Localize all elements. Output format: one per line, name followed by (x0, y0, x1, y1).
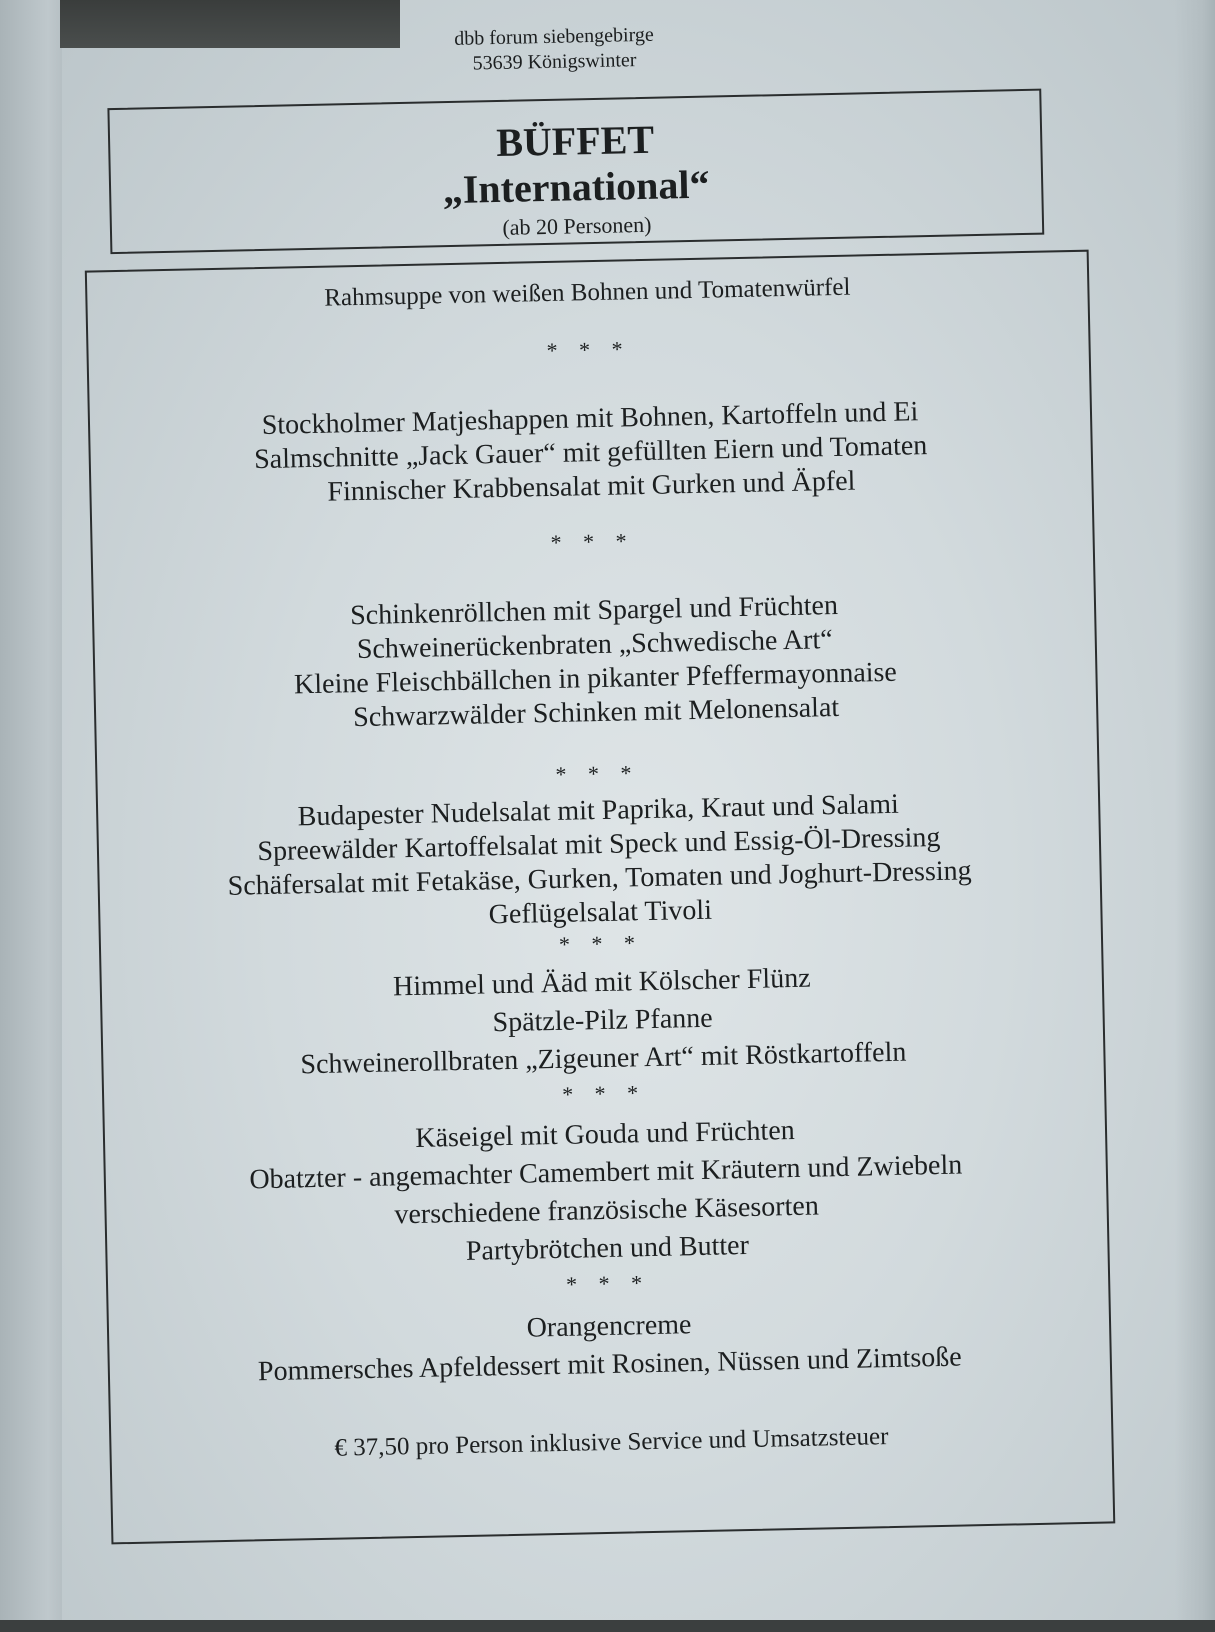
venue-name: dbb forum siebengebirge (454, 23, 655, 50)
price-line: € 37,50 pro Person inklusive Service und Umsatzsteuer (334, 1423, 889, 1462)
menu-item: Spreewälder Kartoffelsalat mit Speck und Essig-Öl-Dressing (257, 821, 941, 868)
menu-item: Obatzter - angemachter Camembert mit Kräutern und Zwiebeln (249, 1149, 963, 1196)
menu-item: Kleine Fleischbällchen in pikanter Pfeffermayonnaise (293, 656, 898, 701)
guest-minimum-note: (ab 20 Personen) (502, 211, 652, 240)
menu-item: Budapester Nudelsalat mit Paprika, Kraut und Salami (297, 788, 900, 833)
menu-content-box (85, 250, 1115, 1545)
course-separator: * * * (546, 336, 631, 364)
soup-item: Rahmsuppe von weißen Bohnen und Tomatenwürfel (324, 273, 851, 312)
menu-item: Schweinerollbraten „Zigeuner Art“ mit Röstkartoffeln (300, 1036, 907, 1081)
menu-item: Schweinerückenbraten „Schwedische Art“ (356, 624, 833, 666)
menu-subtitle: „International“ (442, 161, 710, 213)
menu-item: Stockholmer Matjeshappen mit Bohnen, Kartoffeln und Ei (261, 396, 919, 441)
menu-item: Salmschnitte „Jack Gauer“ mit gefüllten Eiern und Tomaten (253, 430, 928, 476)
menu-item: Spätzle-Pilz Pfanne (492, 1002, 713, 1039)
course-separator: * * * (565, 1270, 651, 1297)
menu-item: Schinkenröllchen mit Spargel und Früchten (349, 589, 839, 632)
course-separator: * * * (561, 1080, 647, 1107)
menu-item: Schäfersalat mit Fetakäse, Gurken, Tomaten und Joghurt-Dressing (227, 855, 972, 902)
venue-postal: 53639 Königswinter (472, 49, 637, 75)
menu-item: Geflügelsalat Tivoli (488, 894, 713, 931)
menu-item: verschiedene französische Käsesorten (394, 1190, 820, 1231)
menu-title: BÜFFET (495, 116, 655, 166)
menu-item: Orangencreme (526, 1309, 692, 1344)
menu-item: Pommersches Apfeldessert mit Rosinen, Nüssen und Zimtsoße (257, 1341, 962, 1388)
course-separator: * * * (558, 930, 644, 957)
menu-item: Käseigel mit Gouda und Früchten (414, 1114, 796, 1154)
menu-item: Partybrötchen und Butter (465, 1229, 750, 1267)
menu-item: Schwarzwälder Schinken mit Melonensalat (352, 691, 840, 734)
venue-address (364, 21, 745, 79)
title-box (107, 89, 1044, 255)
course-separator: * * * (555, 760, 640, 787)
course-separator: * * * (550, 528, 635, 555)
menu-item: Himmel und Ääd mit Kölscher Flünz (392, 962, 811, 1003)
menu-item: Finnischer Krabbensalat mit Gurken und Äpfel (327, 465, 856, 508)
